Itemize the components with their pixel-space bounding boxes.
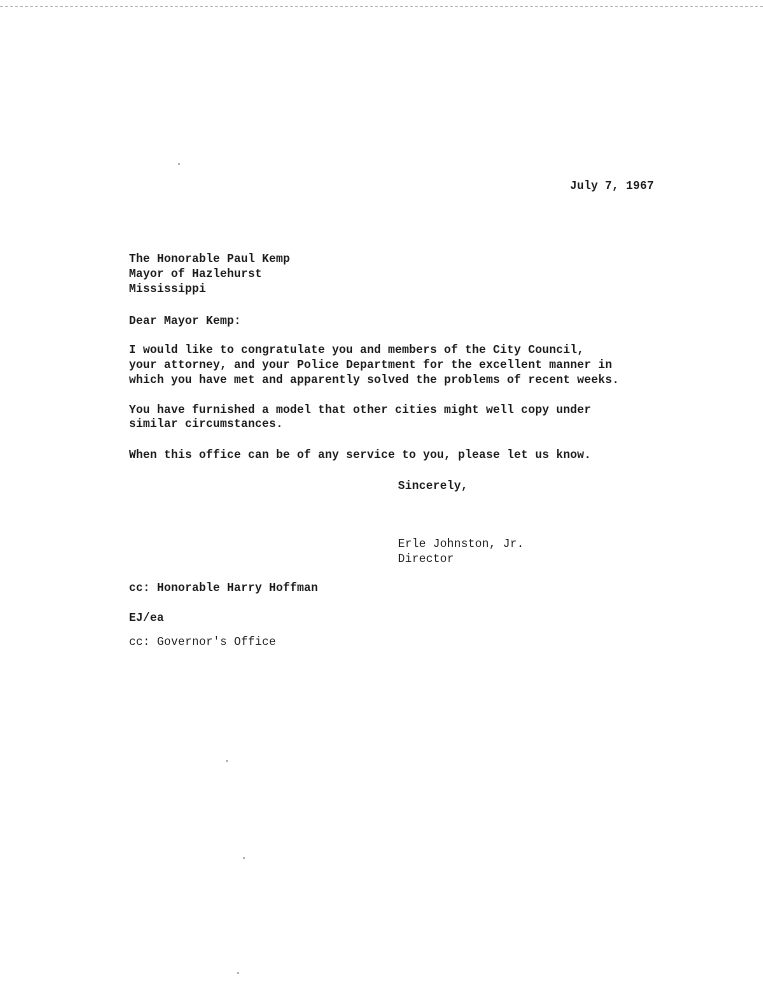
closing: Sincerely, xyxy=(398,480,469,493)
body-paragraph-2-line-1: You have furnished a model that other cities might well copy under xyxy=(129,404,592,417)
cc-line-2: cc: Governor's Office xyxy=(129,636,277,649)
typist-initials: EJ/ea xyxy=(129,612,165,625)
body-paragraph-3-line-1: When this office can be of any service to you, please let us know. xyxy=(129,449,592,462)
scan-speck xyxy=(243,857,245,859)
recipient-name: The Honorable Paul Kemp xyxy=(129,253,291,266)
page-top-edge xyxy=(0,0,763,7)
signer-name: Erle Johnston, Jr. xyxy=(398,538,525,551)
scan-speck xyxy=(226,760,228,762)
cc-line-1: cc: Honorable Harry Hoffman xyxy=(129,582,319,595)
body-paragraph-1-line-2: your attorney, and your Police Department for the excellent manner in xyxy=(129,359,613,372)
scan-speck xyxy=(237,972,239,974)
recipient-title: Mayor of Hazlehurst xyxy=(129,268,263,281)
salutation: Dear Mayor Kemp: xyxy=(129,315,242,328)
letter-date: July 7, 1967 xyxy=(570,180,655,193)
recipient-state: Mississippi xyxy=(129,283,207,296)
body-paragraph-1-line-1: I would like to congratulate you and members of the City Council, xyxy=(129,344,585,357)
scan-speck xyxy=(178,163,180,165)
signer-title: Director xyxy=(398,553,455,566)
body-paragraph-2-line-2: similar circumstances. xyxy=(129,418,284,431)
body-paragraph-1-line-3: which you have met and apparently solved the problems of recent weeks. xyxy=(129,374,620,387)
